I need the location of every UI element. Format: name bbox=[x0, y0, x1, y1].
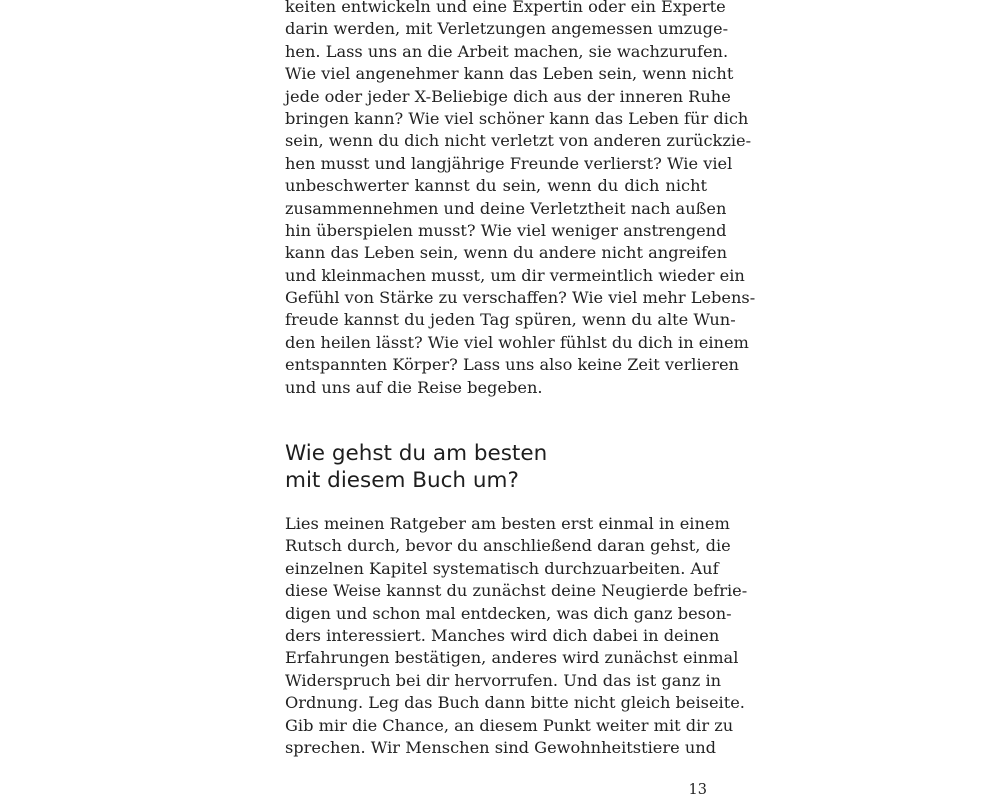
section-heading-line-2: mit diesem Buch um? bbox=[285, 468, 519, 493]
text-line: digen und schon mal entdecken, was dich ganz beson- bbox=[285, 603, 732, 623]
section-heading-line-1: Wie gehst du am besten bbox=[285, 441, 548, 466]
text-line: einzelnen Kapitel systematisch durchzuarbeiten. Auf bbox=[285, 558, 719, 578]
body-paragraph-2 bbox=[285, 513, 748, 759]
section-heading bbox=[285, 440, 707, 494]
text-line: diese Weise kannst du zunächst deine Neugierde befrie- bbox=[285, 581, 748, 601]
text-line: den heilen lässt? Wie viel wohler fühlst du dich in einem bbox=[285, 332, 749, 352]
text-line: Ordnung. Leg das Buch dann bitte nicht gleich beiseite. bbox=[285, 693, 745, 713]
text-line: darin werden, mit Verletzungen angemessen umzuge- bbox=[285, 19, 729, 39]
text-line: sprechen. Wir Menschen sind Gewohnheitstiere und bbox=[285, 737, 717, 757]
text-line: hen musst und langjährige Freunde verlierst? Wie viel bbox=[285, 153, 733, 173]
book-page bbox=[285, 0, 756, 800]
text-line: hin überspielen musst? Wie viel weniger anstrengend bbox=[285, 220, 727, 240]
text-line: unbeschwerter kannst du sein, wenn du dich nicht bbox=[285, 176, 707, 196]
text-line: und kleinmachen musst, um dir vermeintlich wieder ein bbox=[285, 265, 745, 285]
text-line: bringen kann? Wie viel schöner kann das Leben für dich bbox=[285, 108, 749, 128]
text-line: kann das Leben sein, wenn du andere nicht angreifen bbox=[285, 243, 728, 263]
text-line: Widerspruch bei dir hervorrufen. Und das ist ganz in bbox=[285, 670, 722, 690]
text-line: freude kannst du jeden Tag spüren, wenn du alte Wun- bbox=[285, 310, 736, 330]
text-line: Gefühl von Stärke zu verschaffen? Wie viel mehr Lebens- bbox=[285, 288, 756, 308]
text-line: Wie viel angenehmer kann das Leben sein, wenn nicht bbox=[285, 64, 734, 84]
body-paragraph-1 bbox=[285, 0, 756, 399]
text-line: Gib mir die Chance, an diesem Punkt weiter mit dir zu bbox=[285, 715, 734, 735]
text-line: sein, wenn du dich nicht verletzt von anderen zurückzie- bbox=[285, 131, 752, 151]
text-line: Lies meinen Ratgeber am besten erst einmal in einem bbox=[285, 514, 730, 533]
text-line: hen. Lass uns an die Arbeit machen, sie wachzurufen. bbox=[285, 41, 729, 61]
text-line: und uns auf die Reise begeben. bbox=[285, 377, 543, 397]
text-line: Rutsch durch, bevor du anschließend daran gehst, die bbox=[285, 536, 731, 556]
text-line: keiten entwickeln und eine Expertin oder ein Experte bbox=[285, 0, 726, 16]
text-line: zusammennehmen und deine Verletztheit nach außen bbox=[285, 198, 727, 218]
page-number: 13 bbox=[688, 782, 707, 798]
text-line: entspannten Körper? Lass uns also keine Zeit verlieren bbox=[285, 355, 739, 375]
text-line: Erfahrungen bestätigen, anderes wird zunächst einmal bbox=[285, 648, 739, 668]
text-line: ders interessiert. Manches wird dich dabei in deinen bbox=[285, 625, 720, 645]
text-line: jede oder jeder X-Beliebige dich aus der inneren Ruhe bbox=[285, 86, 731, 106]
